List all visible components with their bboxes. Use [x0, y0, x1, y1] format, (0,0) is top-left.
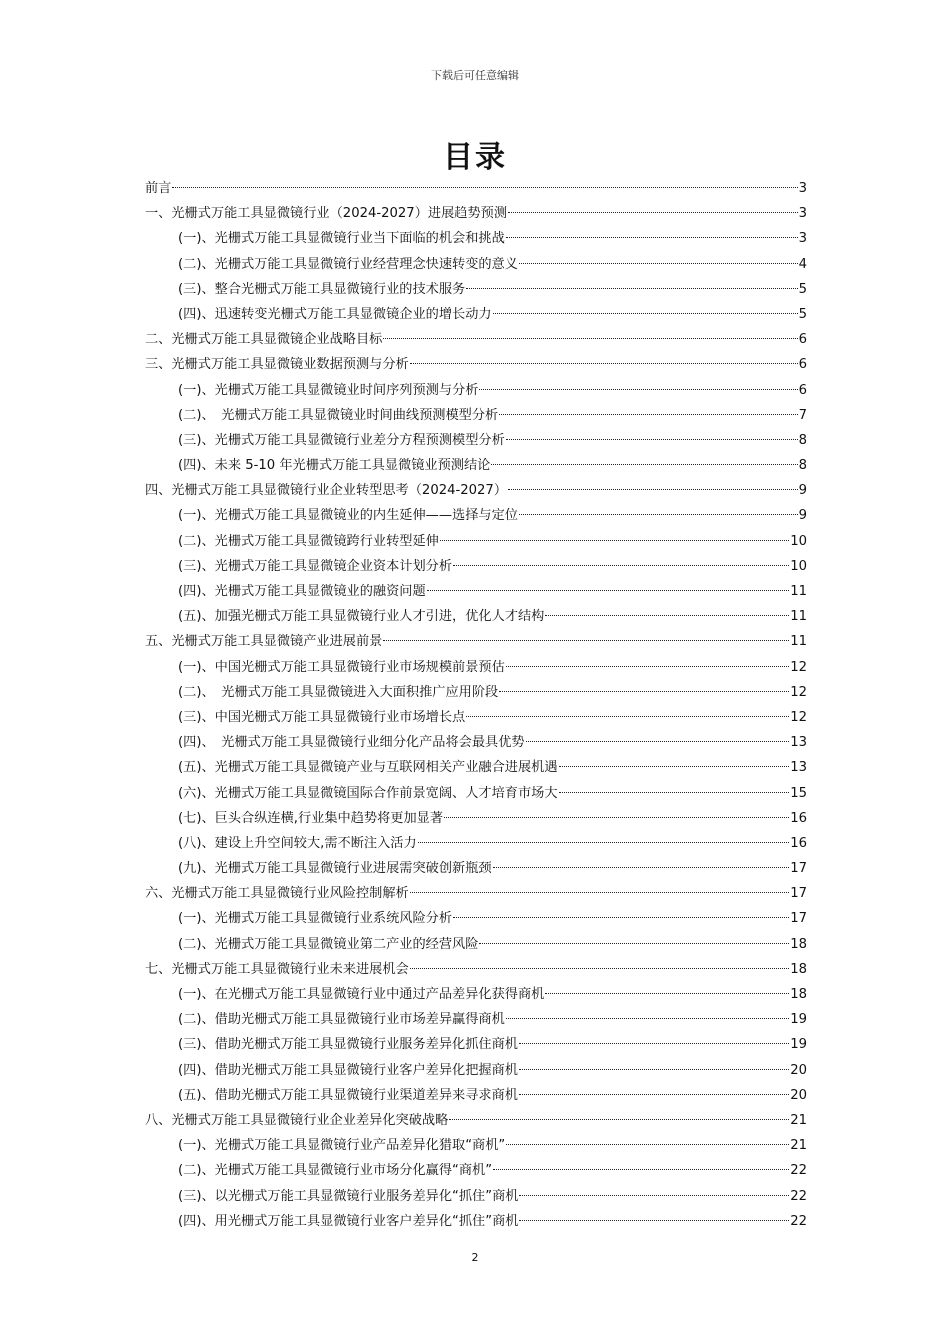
toc-entry-label: (二)、借助光栅式万能工具显微镜行业市场差异赢得商机	[178, 1012, 505, 1028]
toc-entry[interactable]	[145, 932, 807, 957]
toc-entry[interactable]	[145, 428, 807, 453]
toc-leader-dots	[519, 1195, 789, 1196]
toc-entry-label: (四)、用光栅式万能工具显微镜行业客户差异化“抓住”商机	[178, 1213, 519, 1229]
toc-entry-label: (二)、光栅式万能工具显微镜行业市场分化赢得“商机”	[178, 1163, 493, 1179]
toc-entry-label: (一)、光栅式万能工具显微镜行业产品差异化猎取“商机”	[178, 1138, 506, 1154]
toc-leader-dots	[506, 1018, 789, 1019]
toc-entry-label: (二)、光栅式万能工具显微镜跨行业转型延伸	[178, 533, 439, 549]
toc-entry-label: 二、光栅式万能工具显微镜企业战略目标	[145, 332, 383, 348]
toc-entry-label: (五)、借助光栅式万能工具显微镜行业渠道差异来寻求商机	[178, 1087, 518, 1103]
toc-entry-page: 4	[798, 256, 807, 272]
toc-entry[interactable]	[145, 1133, 807, 1158]
toc-entry[interactable]	[145, 554, 807, 579]
toc-entry[interactable]	[145, 856, 807, 881]
toc-entry[interactable]	[145, 352, 807, 377]
toc-entry-label: (三)、光栅式万能工具显微镜行业差分方程预测模型分析	[178, 432, 505, 448]
toc-entry-page: 3	[798, 206, 807, 222]
toc-leader-dots	[383, 338, 797, 339]
toc-leader-dots	[493, 313, 798, 314]
toc-entry-page: 13	[790, 735, 807, 751]
toc-entry-label: (一)、光栅式万能工具显微镜行业当下面临的机会和挑战	[178, 231, 505, 247]
toc-entry-page: 16	[790, 835, 807, 851]
toc-entry[interactable]	[145, 680, 807, 705]
toc-entry-label: 四、光栅式万能工具显微镜行业企业转型思考（2024-2027）	[145, 483, 508, 499]
toc-entry[interactable]	[145, 503, 807, 528]
toc-entry-page: 9	[798, 483, 807, 499]
toc-leader-dots	[508, 212, 798, 213]
toc-leader-dots	[545, 615, 789, 616]
toc-entry-label: (三)、借助光栅式万能工具显微镜行业服务差异化抓住商机	[178, 1037, 518, 1053]
toc-entry-page: 11	[790, 609, 807, 625]
toc-entry-page: 6	[798, 382, 807, 398]
toc-leader-dots	[493, 867, 790, 868]
toc-entry[interactable]	[145, 529, 807, 554]
toc-entry-label: (九)、光栅式万能工具显微镜行业进展需突破创新瓶颈	[178, 861, 492, 877]
toc-entry-label: (三)、整合光栅式万能工具显微镜行业的技术服务	[178, 281, 466, 297]
toc-leader-dots	[519, 1220, 789, 1221]
toc-leader-dots	[519, 514, 798, 515]
toc-entry[interactable]	[145, 403, 807, 428]
toc-entry-label: 前言	[145, 181, 172, 196]
toc-entry[interactable]	[145, 655, 807, 680]
toc-entry[interactable]	[145, 1007, 807, 1032]
toc-leader-dots	[444, 817, 789, 818]
toc-entry-label: (四)、迅速转变光栅式万能工具显微镜企业的增长动力	[178, 306, 492, 322]
toc-entry[interactable]	[145, 806, 807, 831]
toc-leader-dots	[545, 993, 789, 994]
toc-entry[interactable]	[145, 755, 807, 780]
toc-entry[interactable]	[145, 1058, 807, 1083]
page-number: 2	[471, 1251, 479, 1264]
toc-leader-dots	[410, 968, 789, 969]
toc-entry-page: 6	[798, 332, 807, 348]
toc-leader-dots	[172, 187, 797, 188]
toc-entry-page: 12	[790, 709, 807, 725]
toc-entry[interactable]	[145, 881, 807, 906]
toc-leader-dots	[453, 565, 789, 566]
toc-entry-page: 6	[798, 357, 807, 373]
toc-entry-label: (六)、光栅式万能工具显微镜国际合作前景宽阔、人才培育市场大	[178, 785, 558, 801]
toc-entry-page: 20	[790, 1087, 807, 1103]
toc-entry-page: 11	[790, 584, 807, 599]
toc-leader-dots	[526, 741, 790, 742]
toc-entry-label: (四)、借助光栅式万能工具显微镜行业客户差异化把握商机	[178, 1062, 518, 1078]
toc-entry[interactable]	[145, 327, 807, 352]
toc-entry-page: 22	[790, 1213, 807, 1229]
toc-leader-dots	[506, 237, 798, 238]
toc-leader-dots	[440, 540, 789, 541]
toc-leader-dots	[519, 1043, 789, 1044]
toc-entry-page: 22	[790, 1163, 807, 1179]
toc-entry-label: (三)、以光栅式万能工具显微镜行业服务差异化“抓住”商机	[178, 1188, 519, 1204]
toc-entry-label: (一)、在光栅式万能工具显微镜行业中通过产品差异化获得商机	[178, 987, 545, 1002]
toc-leader-dots	[383, 640, 789, 641]
toc-entry-label: (三)、中国光栅式万能工具显微镜行业市场增长点	[178, 709, 466, 725]
toc-entry-page: 19	[790, 1012, 807, 1028]
toc-entry[interactable]	[145, 705, 807, 730]
toc-entry[interactable]	[145, 176, 807, 201]
toc-title: 目录	[443, 140, 507, 175]
toc-entry[interactable]	[145, 252, 807, 277]
toc-entry-page: 17	[790, 861, 807, 877]
toc-entry-page: 8	[798, 432, 807, 448]
toc-entry-page: 20	[790, 1062, 807, 1078]
toc-entry-label: (五)、加强光栅式万能工具显微镜行业人才引进，优化人才结构	[178, 609, 545, 625]
toc-entry[interactable]	[145, 629, 807, 654]
toc-entry[interactable]	[145, 957, 807, 982]
toc-entry[interactable]	[145, 579, 807, 604]
toc-entry-page: 13	[790, 760, 807, 776]
toc-entry-page: 10	[790, 558, 807, 574]
toc-leader-dots	[466, 716, 789, 717]
toc-entry[interactable]	[145, 1158, 807, 1183]
toc-leader-dots	[519, 1069, 789, 1070]
page-header: 下载后可任意编辑	[431, 69, 519, 82]
toc-leader-dots	[519, 263, 798, 264]
toc-entry[interactable]	[145, 831, 807, 856]
toc-leader-dots	[506, 666, 789, 667]
toc-entry-page: 18	[790, 961, 807, 977]
toc-entry-page: 21	[790, 1112, 807, 1128]
toc-entry[interactable]	[145, 1209, 807, 1234]
toc-entry-label: (二)、光栅式万能工具显微镜行业经营理念快速转变的意义	[178, 256, 518, 272]
toc-leader-dots	[449, 1119, 789, 1120]
toc-leader-dots	[506, 439, 798, 440]
toc-entry[interactable]	[145, 1083, 807, 1108]
toc-entry-label: (五)、光栅式万能工具显微镜产业与互联网相关产业融合进展机遇	[178, 760, 558, 776]
toc-entry-page: 3	[798, 181, 807, 196]
toc-leader-dots	[479, 943, 789, 944]
toc-entry-label: (四)、未来 5-10 年光栅式万能工具显微镜业预测结论	[178, 458, 491, 474]
table-of-contents	[145, 176, 807, 1234]
toc-leader-dots	[506, 1144, 789, 1145]
toc-entry-page: 7	[798, 407, 807, 423]
toc-entry[interactable]	[145, 226, 807, 251]
toc-entry-label: 八、光栅式万能工具显微镜行业企业差异化突破战略	[145, 1112, 449, 1128]
toc-leader-dots	[410, 363, 798, 364]
toc-entry-label: (一)、光栅式万能工具显微镜业的内生延伸——选择与定位	[178, 508, 518, 524]
toc-entry-label: 五、光栅式万能工具显微镜产业进展前景	[145, 634, 383, 650]
toc-leader-dots	[519, 1094, 789, 1095]
toc-entry[interactable]	[145, 1108, 807, 1133]
toc-entry[interactable]	[145, 604, 807, 629]
toc-entry-label: (三)、光栅式万能工具显微镜企业资本计划分析	[178, 558, 453, 574]
toc-leader-dots	[559, 792, 790, 793]
toc-entry[interactable]	[145, 277, 807, 302]
toc-leader-dots	[453, 917, 789, 918]
toc-entry[interactable]	[145, 302, 807, 327]
toc-entry[interactable]	[145, 982, 807, 1007]
toc-leader-dots	[466, 288, 797, 289]
toc-entry-page: 16	[790, 810, 807, 826]
toc-entry-label: (一)、光栅式万能工具显微镜行业系统风险分析	[178, 911, 453, 927]
toc-entry-page: 18	[790, 936, 807, 952]
toc-entry-label: 一、光栅式万能工具显微镜行业（2024-2027）进展趋势预测	[145, 206, 508, 222]
toc-entry-page: 17	[790, 886, 807, 902]
toc-entry-page: 12	[790, 659, 807, 675]
toc-entry[interactable]	[145, 730, 807, 755]
toc-entry-label: 七、光栅式万能工具显微镜行业未来进展机会	[145, 961, 409, 977]
toc-entry[interactable]	[145, 378, 807, 403]
toc-leader-dots	[493, 1169, 789, 1170]
toc-entry-page: 3	[798, 231, 807, 247]
toc-entry-label: (一)、中国光栅式万能工具显微镜行业市场规模前景预估	[178, 659, 505, 675]
toc-entry[interactable]	[145, 781, 807, 806]
toc-entry[interactable]	[145, 201, 807, 226]
toc-entry[interactable]	[145, 906, 807, 931]
toc-entry[interactable]	[145, 1032, 807, 1057]
toc-leader-dots	[499, 414, 797, 415]
toc-entry-page: 19	[790, 1037, 807, 1053]
toc-entry-label: (一)、光栅式万能工具显微镜业时间序列预测与分析	[178, 382, 479, 398]
toc-entry-page: 12	[790, 684, 807, 700]
toc-leader-dots	[418, 842, 790, 843]
toc-leader-dots	[491, 464, 797, 465]
toc-entry-page: 11	[790, 634, 807, 650]
toc-entry-page: 8	[798, 458, 807, 474]
toc-entry-label: (七)、巨头合纵连横,行业集中趋势将更加显著	[178, 810, 444, 826]
toc-leader-dots	[479, 389, 797, 390]
toc-leader-dots	[427, 590, 790, 591]
toc-entry-label: 六、光栅式万能工具显微镜行业风险控制解析	[145, 886, 409, 902]
toc-entry-page: 22	[790, 1188, 807, 1204]
toc-entry-label: (八)、建设上升空间较大,需不断注入活力	[178, 835, 417, 851]
toc-entry-page: 15	[790, 785, 807, 801]
toc-entry[interactable]	[145, 1184, 807, 1209]
toc-leader-dots	[410, 892, 789, 893]
toc-leader-dots	[508, 489, 798, 490]
toc-entry-label: (四)、 光栅式万能工具显微镜行业细分化产品将会最具优势	[178, 735, 525, 751]
toc-entry-label: (二)、 光栅式万能工具显微镜业时间曲线预测模型分析	[178, 407, 499, 423]
toc-entry-page: 9	[798, 508, 807, 524]
toc-entry[interactable]	[145, 478, 807, 503]
toc-leader-dots	[499, 691, 789, 692]
toc-entry-page: 5	[798, 306, 807, 322]
toc-entry-label: (二)、光栅式万能工具显微镜业第二产业的经营风险	[178, 936, 479, 952]
toc-entry-page: 21	[790, 1138, 807, 1154]
toc-entry-page: 18	[790, 987, 807, 1002]
toc-entry-label: (四)、光栅式万能工具显微镜业的融资问题	[178, 584, 426, 599]
toc-entry-page: 10	[790, 533, 807, 549]
toc-leader-dots	[559, 766, 790, 767]
toc-entry-label: 三、光栅式万能工具显微镜业数据预测与分析	[145, 357, 409, 373]
toc-entry-label: (二)、 光栅式万能工具显微镜进入大面积推广应用阶段	[178, 684, 499, 700]
toc-entry-page: 17	[790, 911, 807, 927]
toc-entry-page: 5	[798, 281, 807, 297]
toc-entry[interactable]	[145, 453, 807, 478]
